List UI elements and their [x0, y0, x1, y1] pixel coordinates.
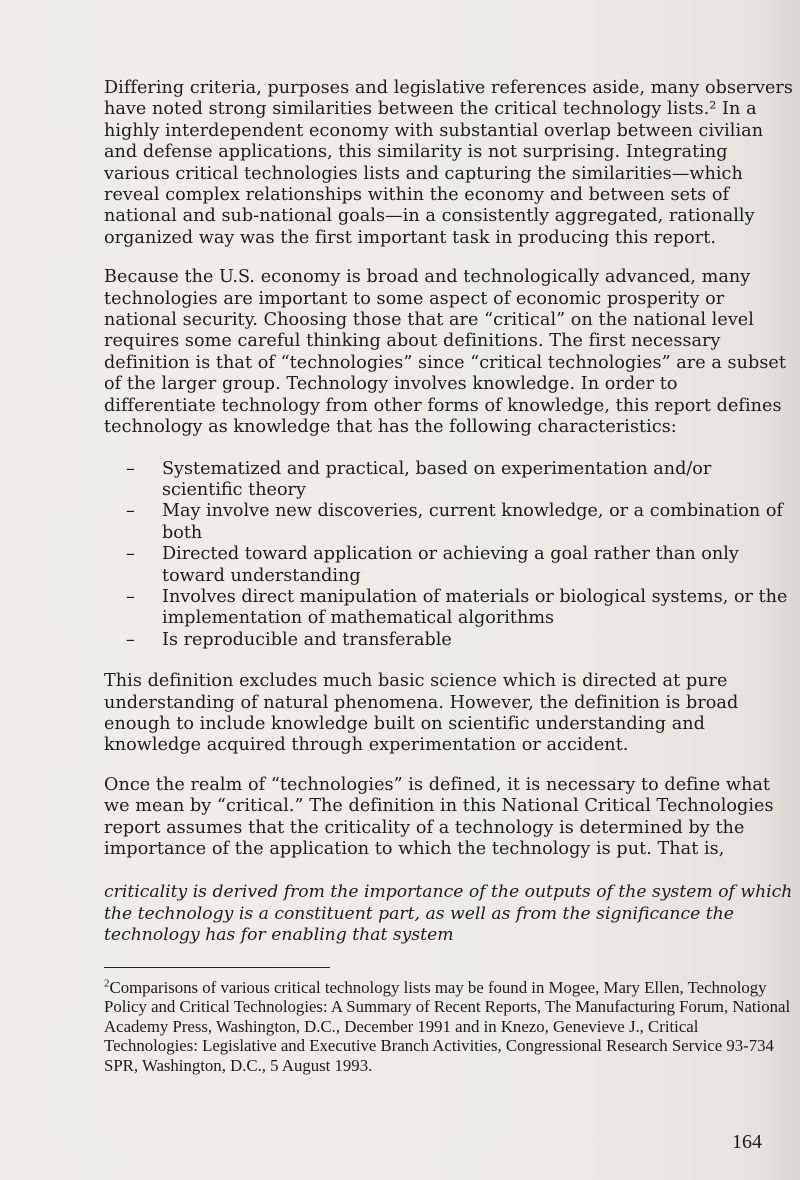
technology-characteristics-list	[104, 459, 794, 652]
list-item: – Is reproducible and transferable	[126, 629, 452, 650]
paragraph-similarities: Differing criteria, purposes and legislative references aside, many observers have noted strong similarities between the critical technology lists.² In a highly interdependent economy with substantial overlap between civilian and defense applications, this similarity is not surprising. Integrating various critical technologies lists and capturing the similarities—which reveal complex relationships within the economy and between sets of national and sub-national goals—in a consistently aggregated, rationally organized way was the first important task in producing this report.	[104, 78, 793, 248]
footnote	[104, 978, 794, 1076]
paragraph-definition-scope: This definition excludes much basic science which is directed at pure understanding of natural phenomena. However, the definition is broad enough to include knowledge built on scientific understanding and knowledge acquired through experimentation or accident.	[104, 671, 739, 756]
dash-bullet: –	[126, 458, 135, 479]
footnote-text: Comparisons of various critical technology lists may be found in Mogee, Mary Ellen, Technology Policy and Critical Technologies: A Summary of Recent Reports, The Manufacturing Forum, National Academy Press, Washington, D.C., December 1991 and in Knezo, Genevieve J., Critical Technologies: Legislative and Executive Branch Activities, Congressional Research Service 93-734 SPR, Washington, D.C., 5 August 1993.	[104, 977, 791, 1075]
criticality-quote: criticality is derived from the importance of the outputs of the system of which the technology is a constituent part, as well as from the significance the technology has for enabling that system	[104, 882, 793, 946]
list-item: – May involve new discoveries, current knowledge, or a combination of both	[126, 501, 783, 543]
page-content	[104, 78, 794, 1076]
list-item: – Systematized and practical, based on experimentation and/or scientific theory	[126, 458, 712, 500]
paragraph-definitions: Because the U.S. economy is broad and technologically advanced, many technologies are important to some aspect of economic prosperity or national security. Choosing those that are “critical” on the national level requires some careful thinking about definitions. The first necessary definition is that of “technologies” since “critical technologies” are a subset of the larger group. Technology involves knowledge. In order to differentiate technology from other forms of knowledge, this report defines technology as knowledge that has the following characteristics:	[104, 267, 786, 438]
paragraph-critical-definition: Once the realm of “technologies” is defined, it is necessary to define what we mean by “critical.” The definition in this National Critical Technologies report assumes that the criticality of a technology is determined by the importance of the application to which the technology is put. That is,	[104, 774, 774, 859]
list-item: – Involves direct manipulation of materials or biological systems, or the implementation of mathematical algorithms	[126, 586, 788, 629]
page-number: 164	[732, 1131, 762, 1153]
dash-bullet: –	[126, 544, 135, 565]
dash-bullet: –	[126, 586, 135, 607]
dash-bullet: –	[126, 629, 135, 650]
footnote-marker: 2	[104, 977, 110, 990]
dash-bullet: –	[126, 501, 135, 522]
footnote-divider	[104, 967, 330, 968]
list-item: – Directed toward application or achieving a goal rather than only toward understanding	[126, 544, 739, 586]
